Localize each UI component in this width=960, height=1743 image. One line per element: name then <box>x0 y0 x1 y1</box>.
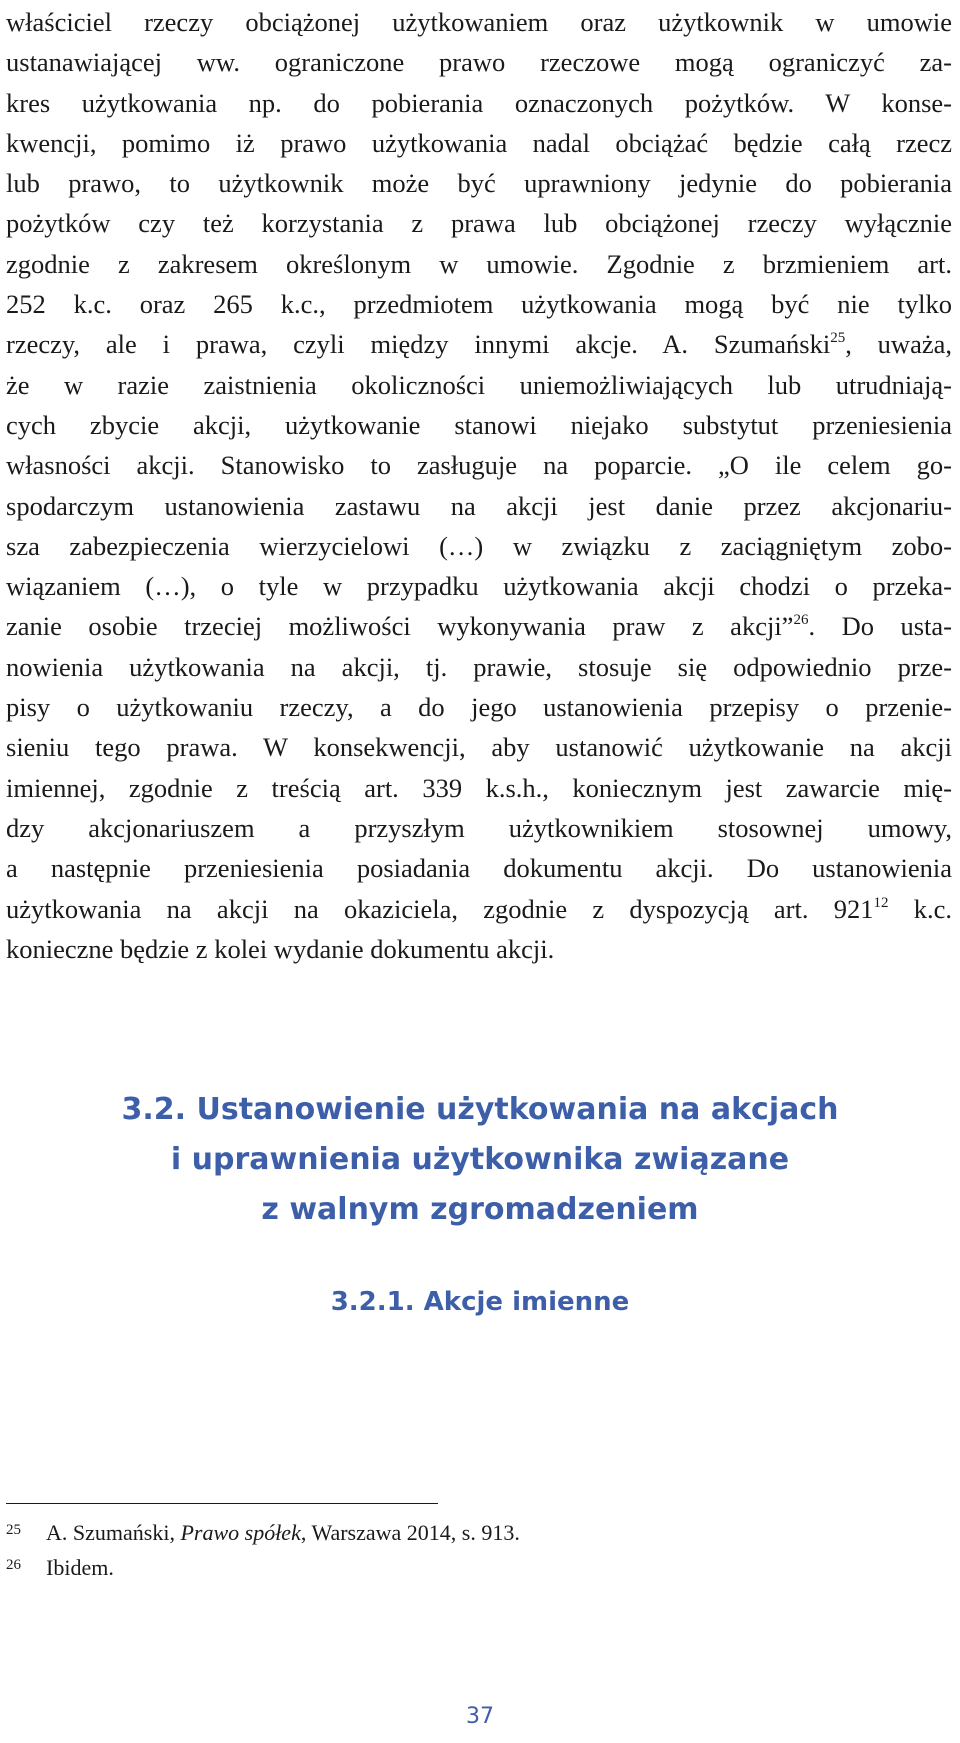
footnote-ref-25[interactable]: 25 <box>830 330 846 347</box>
text-line: nowienia użytkowania na akcji, tj. prawie, stosuje się odpowiednio prze- <box>6 651 952 682</box>
text-line: lub prawo, to użytkownik może być uprawniony jedynie do pobierania <box>6 168 952 199</box>
footnote-book-title: Prawo spółek <box>180 1520 301 1545</box>
text-segment: zanie osobie trzeciej możliwości wykonywania praw z akcji” <box>6 611 794 642</box>
text-segment: . Do usta- <box>808 611 952 642</box>
text-line: imiennej, zgodnie z treścią art. 339 k.s.h., koniecznym jest zawarcie mię- <box>6 772 952 803</box>
footnote-text <box>46 1517 520 1548</box>
text-line: a następnie przeniesienia posiadania dokumentu akcji. Do ustanowienia <box>6 853 952 884</box>
superscript: 12 <box>873 894 889 911</box>
section-title <box>0 1085 960 1235</box>
footnote-25 <box>6 1517 946 1552</box>
footnote-26 <box>6 1552 946 1587</box>
text-line: że w razie zaistnienia okoliczności uniemożliwiających lub utrudniają- <box>6 369 952 400</box>
section-heading <box>0 1085 960 1235</box>
text-line: cych zbycie akcji, użytkowanie stanowi niejako substytut przeniesienia <box>6 409 952 440</box>
text-line <box>6 324 952 364</box>
footnote-divider <box>6 1503 438 1504</box>
text-line: wiązaniem (…), o tyle w przypadku użytkowania akcji chodzi o przeka- <box>6 571 952 602</box>
text-segment: rzeczy, ale i prawa, czyli między innymi akcje. A. Szumański <box>6 329 831 360</box>
text-line: pisy o użytkowaniu rzeczy, a do jego ustanowienia przepisy o przenie- <box>6 692 952 723</box>
footnote-ref-26[interactable]: 26 <box>793 612 809 629</box>
text-line: konieczne będzie z kolei wydanie dokumentu akcji. <box>6 933 555 964</box>
text-line: kwencji, pomimo iż prawo użytkowania nadal obciążać będzie całą rzecz <box>6 127 952 158</box>
text-line: właściciel rzeczy obciążonej użytkowaniem oraz użytkownik w umowie <box>6 7 952 37</box>
footnote-author: A. Szumański, <box>46 1520 181 1545</box>
text-line: zgodnie z zakresem określonym w umowie. Zgodnie z brzmieniem art. <box>6 248 952 279</box>
text-line: kres użytkowania np. do pobierania oznaczonych pożytków. W konse- <box>6 87 952 118</box>
text-line: ustanawiającej ww. ograniczone prawo rzeczowe mogą ograniczyć za- <box>6 47 952 78</box>
section-title-line: i uprawnienia użytkownika związane <box>170 1142 790 1177</box>
text-line: dzy akcjonariuszem a przyszłym użytkownikiem stosownej umowy, <box>6 812 952 843</box>
text-segment: użytkowania na akcji na okaziciela, zgodnie z dyspozycją art. 921 <box>6 893 874 924</box>
text-line: sza zabezpieczenia wierzycielowi (…) w związku z zaciągniętym zobo- <box>6 530 952 561</box>
section-title-line: z walnym zgromadzeniem <box>261 1192 699 1227</box>
text-line: pożytków czy też korzystania z prawa lub obciążonej rzeczy wyłącznie <box>6 208 952 239</box>
page-number: 37 <box>466 1704 494 1729</box>
text-segment: , uważa, <box>845 329 952 360</box>
text-line: własności akcji. Stanowisko to zasługuje na poparcie. „O ile celem go- <box>6 450 952 481</box>
text-line: 252 k.c. oraz 265 k.c., przedmiotem użytkowania mogą być nie tylko <box>6 289 952 320</box>
text-line: sieniu tego prawa. W konsekwencji, aby ustanowić użytkowanie na akcji <box>6 732 952 763</box>
main-paragraph <box>6 0 952 969</box>
footnote-text: Ibidem. <box>46 1555 114 1580</box>
page-body <box>6 0 952 969</box>
footnote-number: 25 <box>6 1522 21 1538</box>
text-line: spodarczym ustanowienia zastawu na akcji jest danie przez akcjonariu- <box>6 490 952 521</box>
text-segment: k.c. <box>888 893 952 924</box>
text-line <box>6 606 952 646</box>
subsection-title: 3.2.1. Akcje imienne <box>330 1287 630 1317</box>
footnotes <box>6 1517 946 1587</box>
footnote-rest: , Warszawa 2014, s. 913. <box>300 1520 520 1545</box>
text-line <box>6 889 952 929</box>
footnote-number: 26 <box>6 1557 21 1573</box>
section-title-line: 3.2. Ustanowienie użytkowania na akcjach <box>121 1092 839 1127</box>
